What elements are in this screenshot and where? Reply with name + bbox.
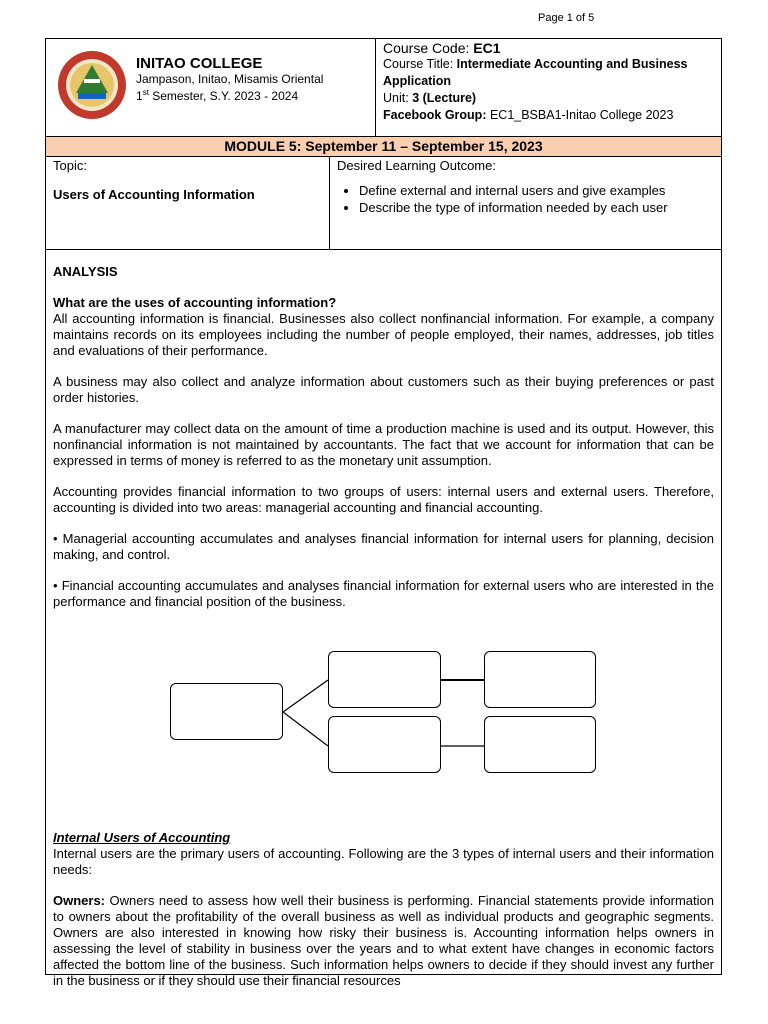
question-heading: What are the uses of accounting information? xyxy=(53,295,337,310)
facebook-group: EC1_BSBA1-Initao College 2023 xyxy=(489,108,674,122)
college-seal-logo xyxy=(56,49,128,121)
document-frame xyxy=(45,38,722,988)
topic-label: Topic: xyxy=(53,158,87,173)
course-code: EC1 xyxy=(473,40,501,56)
outcome-list xyxy=(337,183,714,216)
diagram-box-financial xyxy=(484,716,596,773)
course-title-line xyxy=(383,56,721,90)
paragraph: A business may also collect and analyze information about customers such as their buying preferences or past order histories. xyxy=(53,374,714,405)
semester xyxy=(136,86,323,103)
paragraph: A manufacturer may collect data on the amount of time a production machine is used and its output. However, this nonfinancial information is not maintained by accountants. The fact that we account for information that can be expressed in terms of money is referred to as the monetary unit assumption. xyxy=(53,421,714,468)
course-title: Intermediate Accounting and Business Application xyxy=(383,57,688,88)
college-address: Jampason, Initao, Misamis Oriental xyxy=(136,72,324,86)
course-title-label: Course Title: xyxy=(383,57,457,71)
course-code-line xyxy=(383,40,721,56)
outcome-label: Desired Learning Outcome: xyxy=(337,158,496,173)
owners-label: Owners: xyxy=(53,893,106,908)
paragraph: • Financial accounting accumulates and analyses financial information for external users who are interested in the performance and financial position of the business. xyxy=(53,578,714,609)
module-title: MODULE 5: September 11 – September 15, 2023 xyxy=(46,137,721,157)
owners-text: Owners need to assess how well their business is performing. Financial statements provide information to owners about the profitability of the overall business as well as individual products and geographic segments. Owners are also interested in knowing how risky their business is. Accounting information helps owners in assessing the level of stability in business over the years and to what extent have changes in economic factors affected the bottom line of the business. Such information helps owners to decide if they should invest any further in the business or if they should use their financial resources xyxy=(53,893,714,988)
topic-cell xyxy=(46,157,330,249)
users-diagram xyxy=(53,625,714,815)
diagram-box-managerial xyxy=(484,651,596,708)
unit-line xyxy=(383,90,721,107)
semester-number: 1 xyxy=(136,89,143,103)
outcome-cell xyxy=(330,157,721,249)
unit-label: Unit: xyxy=(383,91,413,105)
owners-paragraph xyxy=(53,893,714,989)
page-number: Page 1 of 5 xyxy=(538,12,595,24)
facebook-line xyxy=(383,107,721,124)
paragraph: Accounting provides financial information to two groups of users: internal users and external users. Therefore, accounting is divided into two areas: managerial accounting and financial accounting. xyxy=(53,484,714,515)
course-info xyxy=(376,39,721,136)
paragraph: All accounting information is financial. Businesses also collect nonfinancial information. For example, a company maintains records on its employees including the number of people employed, their names, addresses, job titles and evaluations of their performance. xyxy=(53,311,714,358)
paragraph: Internal users are the primary users of accounting. Following are the 3 types of internal users and their information needs: xyxy=(53,846,714,877)
header xyxy=(46,39,721,137)
topic-title: Users of Accounting Information xyxy=(53,187,255,202)
outcome-item: • Describe the type of information needed by each user xyxy=(359,200,714,216)
course-code-label: Course Code: xyxy=(383,40,474,56)
diagram-box-users xyxy=(170,683,283,740)
paragraph: • Managerial accounting accumulates and analyses financial information for internal users for planning, decision making, and control. xyxy=(53,531,714,562)
internal-users-heading: Internal Users of Accounting xyxy=(53,830,231,845)
facebook-label: Facebook Group: xyxy=(383,108,490,122)
content-body xyxy=(46,250,721,989)
unit-value: 3 (Lecture) xyxy=(412,91,477,105)
header-left xyxy=(46,39,376,136)
diagram-box-external xyxy=(328,716,441,773)
diagram-box-internal xyxy=(328,651,441,708)
semester-suffix: st xyxy=(142,88,149,97)
topic-row xyxy=(46,157,721,250)
semester-text: Semester, S.Y. 2023 - 2024 xyxy=(148,89,299,103)
college-name: INITAO COLLEGE xyxy=(136,55,263,72)
analysis-heading: ANALYSIS xyxy=(53,264,118,279)
outcome-item: • Define external and internal users and give examples xyxy=(359,183,714,199)
college-info xyxy=(136,55,323,103)
